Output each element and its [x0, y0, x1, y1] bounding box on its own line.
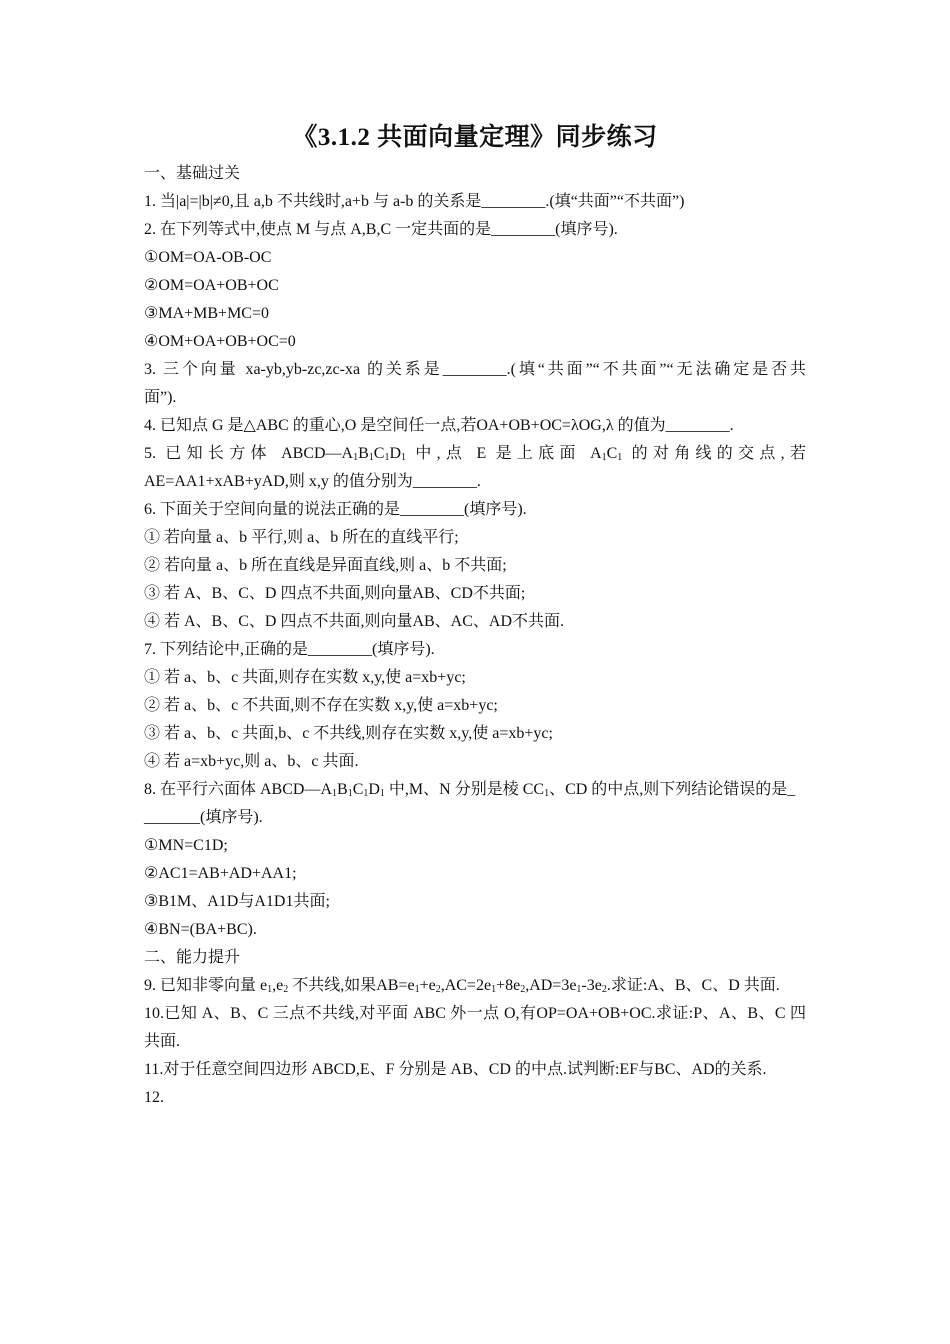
question-2-option: ②OM=OA+OB+OC — [144, 277, 279, 294]
question-8-option: ①MN=C1D; — [144, 837, 228, 854]
question-2-option: ①OM=OA-OB-OC — [144, 249, 272, 266]
question-3: 3. 三个向量 xa-yb,yb-zc,zc-xa 的关系是________.(填“共面”“不共面”“无法确定是否共 — [144, 361, 806, 378]
question-7-option: ④ 若 a=xb+yc,则 a、b、c 共面. — [144, 753, 359, 770]
question-7-option: ③ 若 a、b、c 共面,b、c 不共线,则存在实数 x,y,使 a=xb+yc; — [144, 725, 553, 742]
question-2-option: ③MA+MB+MC=0 — [144, 305, 269, 322]
question-7-option: ① 若 a、b、c 共面,则存在实数 x,y,使 a=xb+yc; — [144, 669, 466, 686]
question-8-option: ③B1M、A1D与A1D1共面; — [144, 893, 330, 910]
question-2: 2. 在下列等式中,使点 M 与点 A,B,C 一定共面的是________(填序号). — [144, 221, 618, 238]
question-10: 10.已知 A、B、C 三点不共线,对平面 ABC 外一点 O,有OP=OA+OB+OC.求证:P、A、B、C 四 — [144, 1005, 806, 1022]
question-5: 5. 已知长方体 $ABCD—A_1B_1C_1D_1$ 中,点 E 是上底面 $A_1C_1$ 的对角线的交点,若 — [144, 445, 806, 463]
question-8-option: ②AC1=AB+AD+AA1; — [144, 865, 297, 882]
exercise-body — [144, 160, 806, 1112]
question-5-continuation: AE=AA1+xAB+yAD,则 x,y 的值分别为________. — [144, 473, 481, 490]
question-10-continuation: 共面. — [144, 1033, 181, 1050]
question-6-option: ① 若向量 a、b 平行,则 a、b 所在的直线平行; — [144, 529, 459, 546]
question-7: 7. 下列结论中,正确的是________(填序号). — [144, 641, 435, 658]
question-12: 12. — [144, 1089, 164, 1106]
question-2-option: ④OM+OA+OB+OC=0 — [144, 333, 296, 350]
question-11: 11.对于任意空间四边形 ABCD,E、F 分别是 AB、CD 的中点.试判断:EF与BC、AD的关系. — [144, 1061, 767, 1078]
question-8-option: ④BN=(BA+BC). — [144, 921, 257, 938]
question-6: 6. 下面关于空间向量的说法正确的是________(填序号). — [144, 501, 527, 518]
question-4: 4. 已知点 G 是△ABC 的重心,O 是空间任一点,若OA+OB+OC=λOG,λ 的值为________. — [144, 417, 734, 434]
question-6-option: ③ 若 A、B、C、D 四点不共面,则向量AB、CD不共面; — [144, 585, 526, 602]
question-1: 1. 当|a|=|b|≠0,且 a,b 不共线时,a+b 与 a-b 的关系是________.(填“共面”“不共面”) — [144, 193, 685, 210]
page-title: 《3.1.2 共面向量定理》同步练习 — [292, 124, 658, 151]
question-9: 9. 已知非零向量 $e_1,e_2$ 不共线,如果$AB=e_1+e_2,AC=2e_1+8e_2,AD=3e_1-3e_2$.求证:A、B、C、D 共面. — [144, 977, 780, 995]
question-8-continuation: _______(填序号). — [144, 809, 263, 826]
question-3-continuation: 面”). — [144, 389, 177, 406]
question-8: 8. 在平行六面体 $ABCD—A_1B_1C_1D_1$ 中,M、N 分别是棱 $CC_1$、CD 的中点,则下列结论错误的是_ — [144, 781, 796, 799]
question-6-option: ④ 若 A、B、C、D 四点不共面,则向量AB、AC、AD不共面. — [144, 613, 565, 630]
question-7-option: ② 若 a、b、c 不共面,则不存在实数 x,y,使 a=xb+yc; — [144, 697, 498, 714]
section-heading-advanced: 二、能力提升 — [144, 949, 241, 966]
section-heading-basic: 一、基础过关 — [144, 165, 241, 182]
question-6-option: ② 若向量 a、b 所在直线是异面直线,则 a、b 不共面; — [144, 557, 507, 574]
